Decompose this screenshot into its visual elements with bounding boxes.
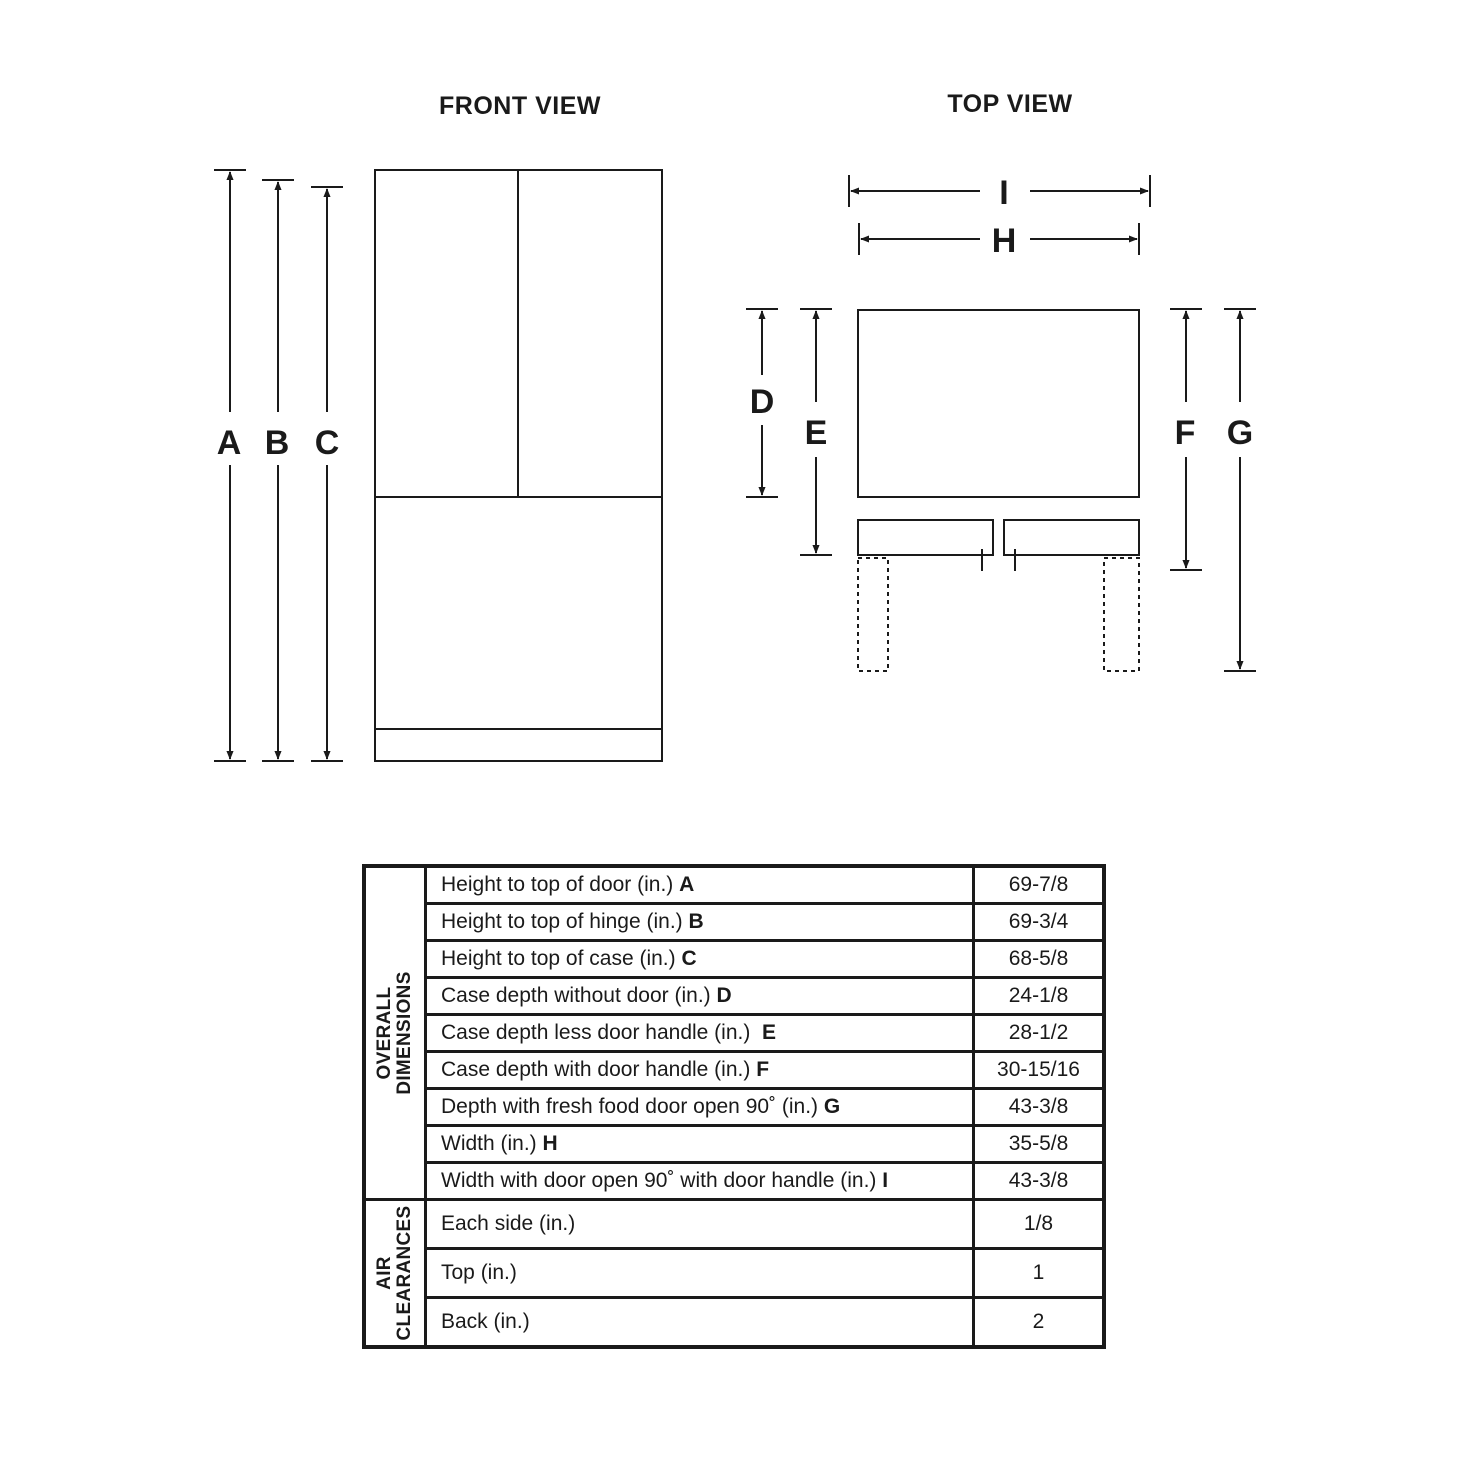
group-label-line: OVERALL [374,986,395,1080]
label-text: Case depth with door handle (in.) [441,1058,751,1081]
label-letter: C [681,947,697,970]
air-clearances-group [364,1200,426,1348]
dimension-a [214,170,246,761]
label-letter: E [762,1021,777,1044]
dimension-g [1224,309,1256,671]
label-text: Width with door open 90˚ with door handle (in.) [441,1169,877,1192]
row-label [426,1163,974,1200]
label-letter: A [679,873,695,896]
row-value: 69-3/4 [974,904,1105,941]
row-value: 35-5/8 [974,1126,1105,1163]
row-label [426,1089,974,1126]
letter-b: B [264,424,290,462]
table-row [364,1298,1104,1348]
label-text: Height to top of hinge (in.) [441,910,683,933]
row-value: 69-7/8 [974,866,1105,904]
row-label [426,904,974,941]
label-text: Height to top of case (in.) [441,947,676,970]
label-letter: D [716,984,732,1007]
row-value: 28-1/2 [974,1015,1105,1052]
front-view-title: FRONT VIEW [439,92,601,120]
group-label-line: DIMENSIONS [394,971,415,1095]
row-value: 43-3/8 [974,1089,1105,1126]
label-letter: H [542,1132,558,1155]
letter-i: I [999,174,1009,212]
label-text: Height to top of door (in.) [441,873,674,896]
row-label [426,1126,974,1163]
table-row [364,1089,1104,1126]
group-label-line: CLEARANCES [394,1205,415,1341]
label-text: Depth with fresh food door open 90˚ (in.) [441,1095,819,1118]
row-label [426,1052,974,1089]
table-row [364,978,1104,1015]
letter-g: G [1226,414,1254,452]
letter-d: D [749,383,775,421]
label-text: Width (in.) [441,1132,537,1155]
row-value: 1 [974,1249,1105,1298]
top-view-title: TOP VIEW [947,90,1073,118]
group-label-line: AIR [374,1256,395,1290]
label-letter: G [823,1095,841,1118]
row-label: Each side (in.) [426,1200,974,1249]
table-row [364,941,1104,978]
row-value: 24-1/8 [974,978,1105,1015]
letter-h: H [991,222,1017,260]
table-row [364,1052,1104,1089]
letter-c: C [314,424,340,462]
dimension-b [262,180,294,761]
table-row [364,866,1104,904]
letter-a: A [216,424,242,462]
top-view-fridge [858,310,1139,671]
label-letter: B [688,910,704,933]
row-value: 68-5/8 [974,941,1105,978]
row-value: 30-15/16 [974,1052,1105,1089]
overall-dimensions-group [364,866,426,1200]
label-letter: I [882,1169,889,1192]
row-label [426,1015,974,1052]
table-row [364,1249,1104,1298]
table-row [364,1126,1104,1163]
row-value: 2 [974,1298,1105,1348]
table-row [364,904,1104,941]
table-row [364,1200,1104,1249]
row-label: Back (in.) [426,1298,974,1348]
dimension-c [311,187,343,761]
row-value: 43-3/8 [974,1163,1105,1200]
front-view-fridge [375,170,662,761]
row-label [426,941,974,978]
label-letter: F [756,1058,770,1081]
letter-f: F [1174,414,1196,452]
row-label [426,866,974,904]
row-label: Top (in.) [426,1249,974,1298]
label-text: Case depth less door handle (in.) [441,1021,751,1044]
table-row [364,1163,1104,1200]
row-label [426,978,974,1015]
label-text: Case depth without door (in.) [441,984,711,1007]
letter-e: E [804,414,828,452]
row-value: 1/8 [974,1200,1105,1249]
table-row [364,1015,1104,1052]
dimensions-table [362,864,1106,1349]
